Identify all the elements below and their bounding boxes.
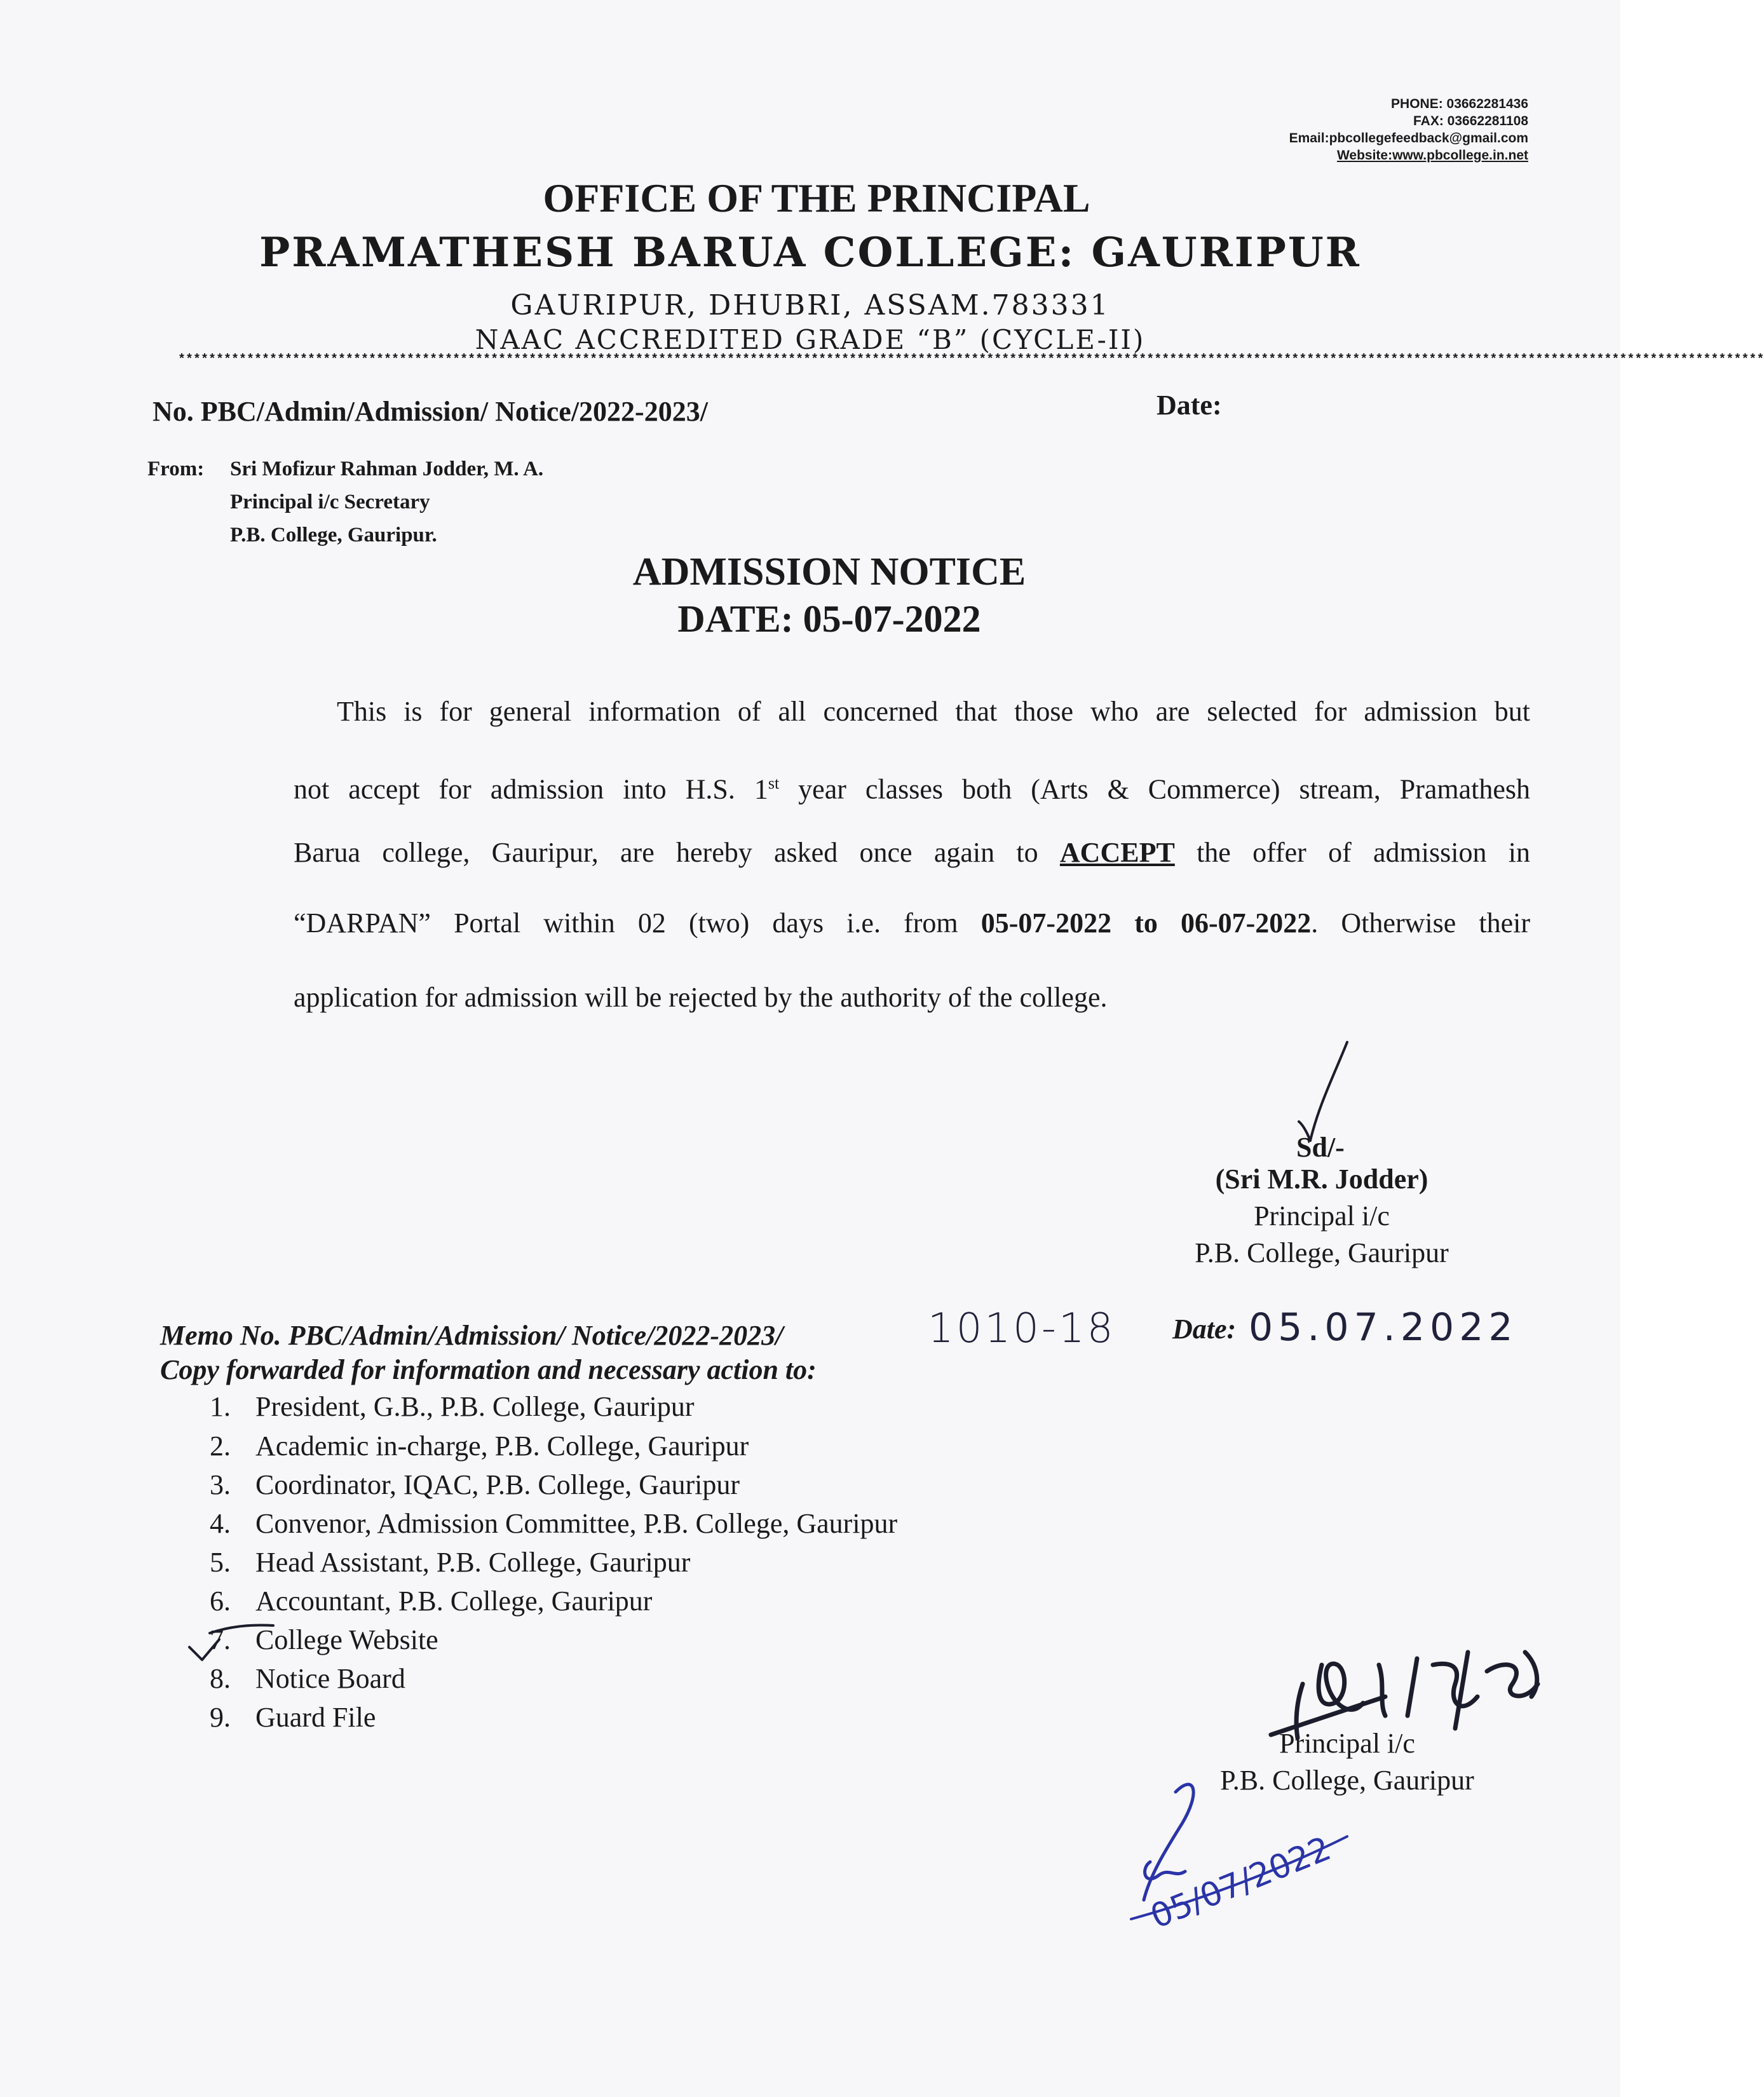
- copy-forwarded-heading: Copy forwarded for information and necessary action to:: [160, 1354, 817, 1385]
- recipient-item: [210, 1430, 749, 1462]
- accreditation: NAAC ACCREDITED GRADE “B” (CYCLE-II): [475, 324, 1146, 355]
- signatory-institution: P.B. College, Gauripur: [1195, 1237, 1449, 1268]
- date-range: 05-07-2022 to 06-07-2022: [980, 907, 1312, 939]
- recipient-number: 7.: [210, 1624, 231, 1655]
- separator-line: ****************************************************************************************************************************************************************************************************************: [178, 353, 1764, 367]
- notice-date: DATE: 05-07-2022: [677, 598, 981, 640]
- paragraph-line-2: [294, 764, 1530, 809]
- paragraph-line-5: [294, 979, 1530, 1017]
- phone: PHONE: 03662281436: [1391, 97, 1528, 111]
- from-institution: P.B. College, Gauripur.: [230, 524, 437, 546]
- recipient-text: Notice Board: [255, 1663, 405, 1694]
- reference-date-label: Date:: [1157, 390, 1222, 421]
- paragraph-line-4: [294, 904, 1530, 942]
- paragraph-text: application for admission will be rejected by the authority of the college.: [294, 982, 1108, 1013]
- recipient-number: 3.: [210, 1469, 231, 1500]
- paragraph-text: . Otherwise their: [1311, 907, 1531, 939]
- paragraph-text: “DARPAN” Portal within 02 (two) days i.e. from: [294, 907, 981, 939]
- memo-date-label: Date:: [1172, 1313, 1237, 1345]
- recipient-number: 1.: [210, 1391, 231, 1422]
- college-name: PRAMATHESH BARUA COLLEGE: GAURIPUR: [259, 229, 1361, 276]
- recipient-item: [210, 1469, 740, 1501]
- from-designation: Principal i/c Secretary: [230, 491, 430, 513]
- recipient-number: 4.: [210, 1508, 231, 1539]
- paragraph-text: not accept for admission into H.S. 1: [294, 773, 768, 805]
- email: Email:pbcollegefeedback@gmail.com: [1289, 131, 1528, 146]
- signatory-name: (Sri M.R. Jodder): [1215, 1164, 1428, 1195]
- recipient-text: Coordinator, IQAC, P.B. College, Gauripur: [255, 1469, 740, 1500]
- superscript: st: [768, 774, 780, 792]
- recipient-item: [210, 1585, 652, 1617]
- recipient-item: [210, 1546, 690, 1578]
- recipient-text: College Website: [255, 1624, 438, 1655]
- handwritten-memo-date: 05.07.2022: [1249, 1305, 1518, 1350]
- recipient-text: Head Assistant, P.B. College, Gauripur: [255, 1547, 691, 1578]
- notice-title: ADMISSION NOTICE: [632, 550, 1026, 594]
- paragraph-line-1: [337, 693, 1530, 731]
- office-title: OFFICE OF THE PRINCIPAL: [543, 175, 1090, 221]
- closing-designation: Principal i/c: [1279, 1728, 1415, 1759]
- recipient-number: 9.: [210, 1702, 231, 1733]
- handwritten-memo-number: 1010-18: [928, 1305, 1116, 1352]
- recipient-item: [210, 1662, 405, 1695]
- accept-emphasis: ACCEPT: [1059, 837, 1175, 868]
- closing-institution: P.B. College, Gauripur: [1220, 1765, 1474, 1796]
- recipient-text: Academic in-charge, P.B. College, Gauripur: [255, 1430, 749, 1462]
- recipient-number: 2.: [210, 1430, 231, 1462]
- paragraph-line-3: [294, 834, 1530, 872]
- recipient-text: President, G.B., P.B. College, Gauripur: [255, 1391, 695, 1422]
- from-label: From:: [147, 458, 205, 480]
- paragraph-text: the offer of admission in: [1174, 837, 1530, 868]
- signatory-designation: Principal i/c: [1254, 1200, 1390, 1232]
- recipient-item: [210, 1507, 897, 1540]
- check-mark: [184, 1620, 280, 1665]
- reference-number: No. PBC/Admin/Admission/ Notice/2022-2023/: [153, 396, 708, 427]
- fax: FAX: 03662281108: [1413, 114, 1528, 128]
- memo-number: Memo No. PBC/Admin/Admission/ Notice/2022-2023/: [160, 1320, 784, 1351]
- college-address: GAURIPUR, DHUBRI, ASSAM.783331: [510, 289, 1110, 322]
- sd-mark: Sd/-: [1296, 1132, 1345, 1163]
- recipient-text: Convenor, Admission Committee, P.B. College, Gauripur: [255, 1508, 898, 1539]
- recipient-number: 6.: [210, 1585, 231, 1617]
- recipient-number: 5.: [210, 1547, 231, 1578]
- received-annotation: [1106, 1767, 1373, 1957]
- from-name: Sri Mofizur Rahman Jodder, M. A.: [230, 458, 544, 480]
- paragraph-text: year classes both (Arts & Commerce) stream, Pramathesh: [779, 773, 1531, 805]
- received-date: 05/07/2022: [1145, 1829, 1336, 1937]
- recipient-text: Guard File: [255, 1702, 376, 1733]
- recipient-item: [210, 1390, 695, 1423]
- recipient-number: 8.: [210, 1663, 231, 1694]
- paragraph-text: Barua college, Gauripur, are hereby asked once again to: [294, 837, 1060, 868]
- recipient-item: [210, 1701, 376, 1734]
- website: Website:www.pbcollege.in.net: [1336, 148, 1528, 163]
- contact-block: [1289, 95, 1528, 164]
- recipient-text: Accountant, P.B. College, Gauripur: [255, 1585, 653, 1617]
- paragraph-text: This is for general information of all concerned that those who are selected for admission but: [337, 696, 1530, 727]
